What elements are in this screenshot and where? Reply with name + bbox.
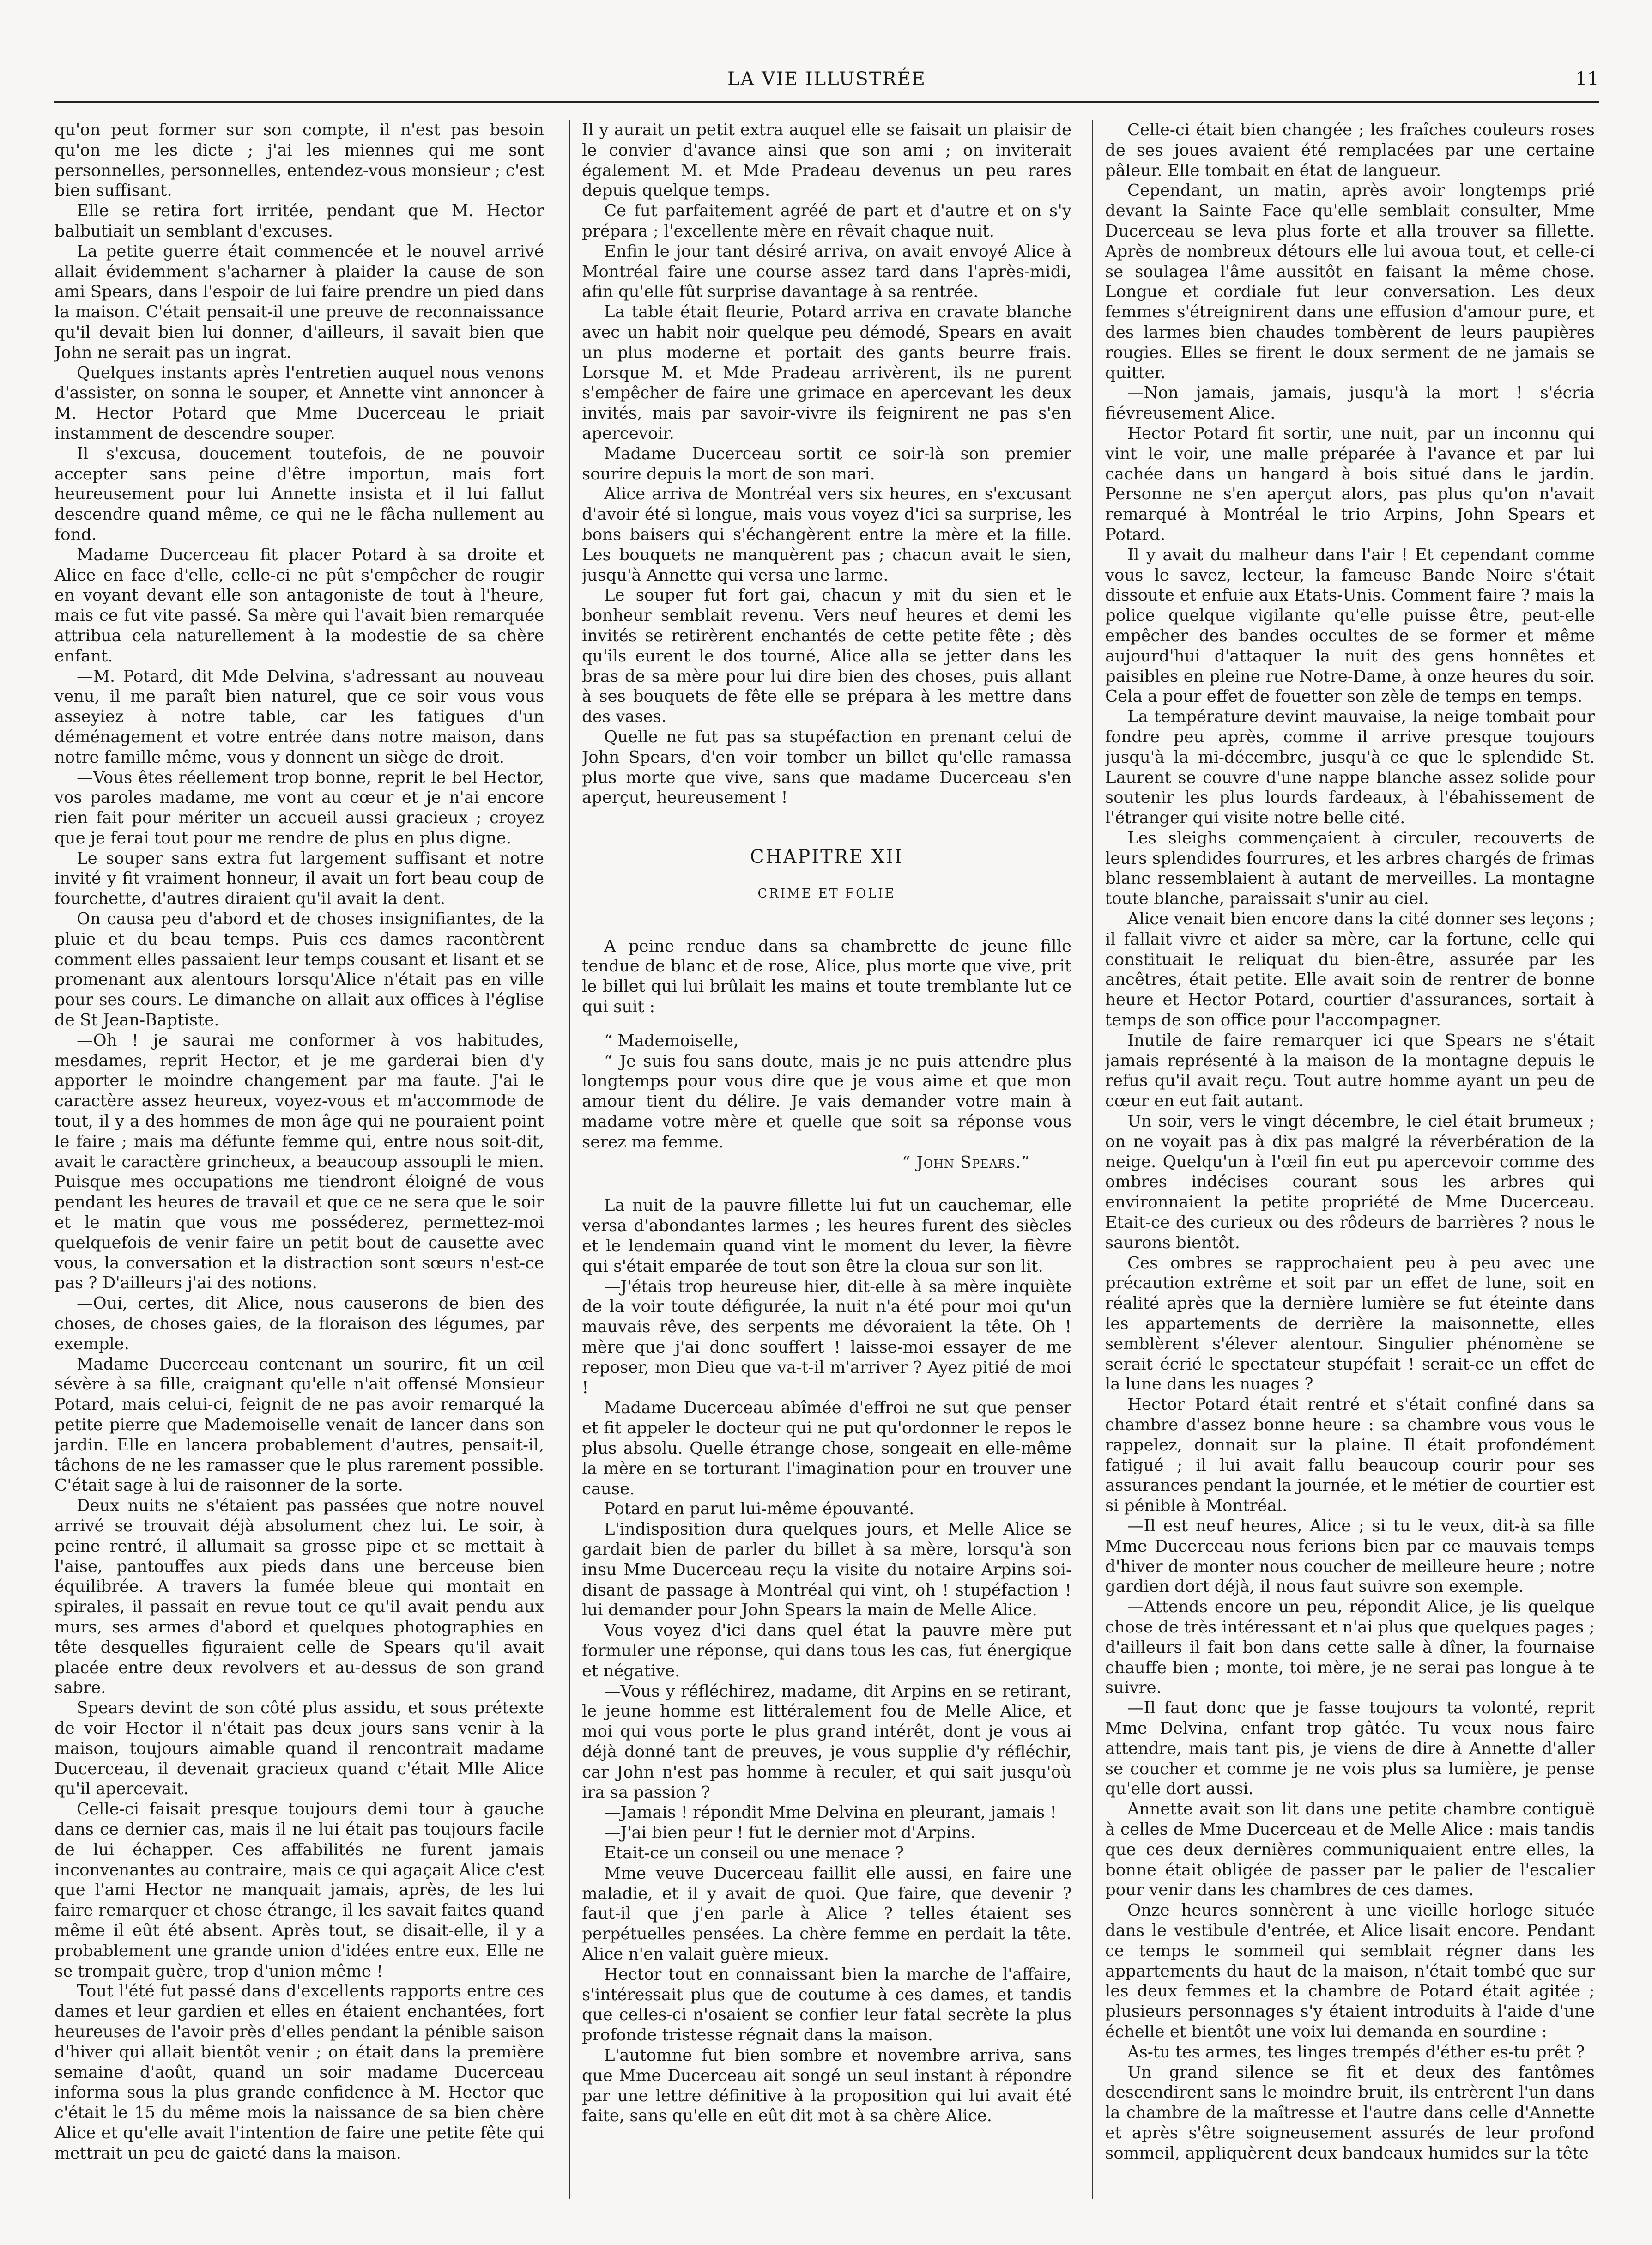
paragraph: Hector Potard fit sortir, une nuit, par un inconnu qui vint le voir, une malle préparée à l'avance et par lui cachée dans un hangard à bois situé dans le jardin. Personne ne s'en aperçut alors, pas plus qu'on n'avait remarqué à Montréal le trio Arpins, John Spears et Potard. bbox=[1105, 424, 1595, 544]
paragraph: As-tu tes armes, tes linges trempés d'éther es-tu prêt ? bbox=[1127, 2042, 1585, 2062]
paragraph: Il s'excusa, doucement toutefois, de ne pouvoir accepter sans peine d'être importun, mais fort heureusement pour lui Annette insista et il lui fallut descendre quand même, ce qui ne le fâcha nullement au fond. bbox=[54, 444, 544, 544]
paragraph: Quelques instants après l'entretien auquel nous venons d'assister, on sonna le souper, et Annette vint annoncer à M. Hector Potard que Mme Ducerceau le priait instamment de descendre souper. bbox=[54, 363, 544, 443]
paragraph: Alice venait bien encore dans la cité donner ses leçons ; il fallait vivre et aider sa mère, car la fortune, celle qui constituait le reliquat du bien-être, assurée par les ancêtres, était petite. Elle avait soin de rentrer de bonne heure et Hector Potard, courtier d'assurances, sortait à temps de son office pour l'accompagner. bbox=[1105, 910, 1595, 1030]
paragraph: —Non jamais, jamais, jusqu'à la mort ! s'écria fiévreusement Alice. bbox=[1105, 383, 1595, 423]
paragraph: Hector tout en connaissant bien la marche de l'affaire, s'intéressait plus que de coutume à ces dames, et tandis que celles-ci n'osaient se confier leur fatal secrète la plus profonde tristesse régnait dans la maison. bbox=[582, 1965, 1071, 2045]
page-number: 11 bbox=[1575, 68, 1599, 90]
paragraph: Le souper sans extra fut largement suffisant et notre invité y fit vraiment honneur, il avait un fort beau coup de fourchette, d'autres diraient qu'il avait la dent. bbox=[54, 849, 544, 909]
paragraph: —Vous y réfléchirez, madame, dit Arpins en se retirant, le jeune homme est littéralement fou de Melle Alice, et moi qui vous porte le plus grand intérêt, dont je vous ai déjà donné tant de preuves, je vous supplie d'y réfléchir, car John n'est pas homme à reculer, et qui sait jusqu'où ira sa passion ? bbox=[582, 1681, 1071, 1802]
paragraph: Alice arriva de Montréal vers six heures, en s'excusant d'avoir été si longue, mais vous voyez d'ici sa surprise, les bons baisers qui s'échangèrent entre la mère et la fille. Les bouquets ne manquèrent pas ; chacun avait le sien, jusqu'à Annette qui versa une larme. bbox=[582, 485, 1071, 585]
page-header bbox=[54, 68, 1599, 103]
letter-signature: “ John Spears.” bbox=[902, 1153, 1030, 1172]
paragraph: Onze heures sonnèrent à une vieille horloge située dans le vestibule d'entrée, et Alice lisait encore. Pendant ce temps le sommeil qui semblait régner dans les appartements du haut de la maison, n'était tombé que sur les deux femmes et la chambre de Potard était agitée ; plusieurs personnages s'y étaient introduits à l'aide d'une échelle et bientôt une voix lui demanda en sourdine : bbox=[1105, 1901, 1595, 2041]
paragraph: Etait-ce un conseil ou une menace ? bbox=[604, 1843, 904, 1863]
paragraph: Hector Potard était rentré et s'était confiné dans sa chambre d'assez bonne heure : sa chambre vous vous le rappelez, donnait sur la plaine. Il était profondément fatigué ; il lui avait fallu beaucoup courir pour ses assurances pendant la journée, et le métier de courtier est si pénible à Montréal. bbox=[1105, 1395, 1595, 1516]
paragraph: —Vous êtes réellement trop bonne, reprit le bel Hector, vos paroles madame, me vont au cœur et je n'ai encore rien fait pour mériter un accueil aussi gracieux ; croyez que je ferai tout pour me rendre de plus en plus digne. bbox=[54, 768, 544, 848]
paragraph: La température devint mauvaise, la neige tombait pour fondre peu après, comme il arrive presque toujours jusqu'à la mi-décembre, jusqu'à ce que le splendide St. Laurent se couvre d'une nappe blanche assez solide pour soutenir les plus lourds fardeaux, à l'ébahissement de l'étranger qui visite notre belle cité. bbox=[1105, 707, 1595, 828]
paragraph: Vous voyez d'ici dans quel état la pauvre mère put formuler une réponse, qui dans tous les cas, fut énergique et négative. bbox=[582, 1621, 1071, 1681]
paragraph: La nuit de la pauvre fillette lui fut un cauchemar, elle versa d'abondantes larmes ; les heures furent des siècles et le lendemain quand vint le moment du lever, la fièvre qui s'était emparée de tout son être la cloua sur son lit. bbox=[582, 1196, 1071, 1276]
paragraph: Deux nuits ne s'étaient pas passées que notre nouvel arrivé se trouvait déjà absolument chez lui. Le soir, à peine rentré, il allumait sa grosse pipe et se mettait à l'aise, pantouffes aux pieds dans une berceuse bien équilibrée. A travers la fumée bleue qui montait en spirales, il passait en revue tout ce qu'il avait pendu aux murs, ses armes d'abord et quelques photographies en tête desquelles figuraient celle de Spears qu'il avait placée entre deux revolvers et au-dessus de son grand sabre. bbox=[54, 1496, 544, 1698]
paragraph: —Jamais ! répondit Mme Delvina en pleurant, jamais ! bbox=[604, 1803, 1057, 1822]
paragraph: Spears devint de son côté plus assidu, et sous prétexte de voir Hector il n'était pas deux jours sans venir à la maison, toujours aimable quand il rencontrait madame Ducerceau, il devenait gracieux quand c'était Mlle Alice qu'il apercevait. bbox=[54, 1699, 544, 1799]
paragraph: Quelle ne fut pas sa stupéfaction en prenant celui de John Spears, d'en voir tomber un billet qu'elle ramassa plus morte que vive, sans que madame Ducerceau s'en aperçut, heureusement ! bbox=[582, 727, 1071, 807]
paragraph: Madame Ducerceau fit placer Potard à sa droite et Alice en face d'elle, celle-ci ne pût s'empêcher de rougir en voyant devant elle son antagoniste de tout à l'heure, mais ce fut vite passé. Sa mère qui l'avait bien remarquée attribua cela naturellement à la modestie de sa chère enfant. bbox=[54, 545, 544, 666]
paragraph: Un soir, vers le vingt décembre, le ciel était brumeux ; on ne voyait pas à dix pas malgré la réverbération de la neige. Quelqu'un à l'œil fin eut pu apercevoir comme des ombres indécises courant sous les arbres qui environnaient la petite propriété de Mme Ducerceau. Etait-ce des curieux ou des rôdeurs de barrières ? nous le saurons bientôt. bbox=[1105, 1112, 1595, 1252]
paragraph: Mme veuve Ducerceau faillit elle aussi, en faire une maladie, et il y avait de quoi. Que faire, que devenir ? faut-il que j'en parle à Alice ? telles étaient ses perpétuelles pensées. La chère femme en perdait la tête. Alice n'en valait guère mieux. bbox=[582, 1863, 1071, 1964]
paragraph: Celle-ci était bien changée ; les fraîches couleurs roses de ses joues avaient été remplacées par une certaine pâleur. Elle tombait en état de langueur. bbox=[1105, 121, 1595, 180]
text-column-1 bbox=[54, 120, 544, 2199]
paragraph: La table était fleurie, Potard arriva en cravate blanche avec un habit noir quelque peu démodé, Spears en avait un plus moderne et portait des gants beurre frais. Lorsque M. et Mde Pradeau arrivèrent, ils ne purent s'empêcher de faire une grimace en apercevant les deux invités, mais par savoir-vivre ils feignirent ne pas s'en apercevoir. bbox=[582, 303, 1071, 443]
paragraph: —Oui, certes, dit Alice, nous causerons de bien des choses, de choses gaies, de la floraison des légumes, par exemple. bbox=[54, 1294, 544, 1353]
paragraph: —M. Potard, dit Mde Delvina, s'adressant au nouveau venu, il me paraît bien naturel, que ce soir vous vous asseyiez à notre table, car les fatigues d'un déménagement et votre entrée dans notre maison, dans notre famille même, vous y donnent un siège de droit. bbox=[54, 667, 544, 767]
paragraph: —J'ai bien peur ! fut le dernier mot d'Arpins. bbox=[604, 1823, 976, 1843]
paragraph: La petite guerre était commencée et le nouvel arrivé allait évidemment s'acharner à plaider la cause de son ami Spears, dans l'espoir de lui faire prendre un pied dans la maison. C'était pensait-il une preuve de reconnaissance qu'il devait bien lui donner, d'ailleurs, il savait bien que John ne serait pas un ingrat. bbox=[54, 242, 544, 362]
text-column-3 bbox=[1105, 120, 1595, 2199]
paragraph: Le souper fut fort gai, chacun y mit du sien et le bonheur semblait revenu. Vers neuf heures et demi les invités se retirèrent enchantés de cette petite fête ; dès qu'ils eurent le dos tourné, Alice alla se jetter dans les bras de sa mère pour lui dire bien des choses, puis allant à ses bouquets de fête elle se prépara à les mettre dans des vases. bbox=[582, 586, 1071, 727]
paragraph: Enfin le jour tant désiré arriva, on avait envoyé Alice à Montréal faire une course assez tard dans l'après-midi, afin qu'elle fût surprise davantage à sa rentrée. bbox=[582, 242, 1071, 302]
paragraph: Elle se retira fort irritée, pendant que M. Hector balbutiait un semblant d'excuses. bbox=[54, 201, 544, 241]
paragraph: L'indisposition dura quelques jours, et Melle Alice se gardait bien de parler du billet à sa mère, lorsqu'à son insu Mme Ducerceau reçu la visite du notaire Arpins soi-disant de passage à Montréal qui vint, oh ! stupéfaction ! lui demander pour John Spears la main de Melle Alice. bbox=[582, 1520, 1071, 1620]
paragraph: Tout l'été fut passé dans d'excellents rapports entre ces dames et leur gardien et elles en étaient enchantées, fort heureuses de l'avoir près d'elles pendant la pénible saison d'hiver qui allait bientôt venir ; on était dans la première semaine d'août, quand un soir madame Ducerceau informa sous la plus grande confidence à M. Hector que c'était le 15 du même mois la naissance de sa bien chère Alice et qu'elle avait l'intention de faire une petite fête qui mettrait un peu de gaieté dans la maison. bbox=[54, 1982, 544, 2163]
running-title: LA VIE ILLUSTRÉE bbox=[727, 68, 926, 90]
paragraph: Il y aurait un petit extra auquel elle se faisait un plaisir de le convier d'avance ainsi que son ami ; on inviterait également M. et Mde Pradeau devenus un peu rares depuis quelque temps. bbox=[582, 121, 1071, 200]
paragraph: L'automne fut bien sombre et novembre arriva, sans que Mme Ducerceau ait songé un seul instant à répondre par une lettre définitive à la proposition qui lui avait été faite, sans qu'elle en eût dit mot à sa chère Alice. bbox=[582, 2045, 1071, 2126]
letter-body: “ Je suis fou sans doute, mais je ne puis attendre plus longtemps pour vous dire que je vous aime et que mon amour tient du délire. Je vais demander votre main à madame votre mère et quelle que soit sa réponse vous serez ma femme. bbox=[582, 1051, 1071, 1152]
paragraph: —Il est neuf heures, Alice ; si tu le veux, dit-à sa fille Mme Ducerceau nous ferions bien par ce mauvais temps d'hiver de monter nous coucher de meilleure heure ; notre gardien dort déjà, il nous faut suivre son exemple. bbox=[1105, 1516, 1595, 1596]
paragraph: Ce fut parfaitement agréé de part et d'autre et on s'y prépara ; l'excellente mère en rêvait chaque nuit. bbox=[582, 201, 1071, 241]
text-column-2 bbox=[582, 120, 1071, 2199]
paragraph: —J'étais trop heureuse hier, dit-elle à sa mère inquiète de la voir toute défigurée, la nuit n'a été pour moi qu'un mauvais rêve, des serpents me dévoraient la tête. Oh ! mère que j'ai donc souffert ! laisse-moi essayer de me reposer, mon Dieu que va-t-il m'arriver ? Ayez pitié de moi ! bbox=[582, 1277, 1071, 1397]
paragraph: —Oh ! je saurai me conformer à vos habitudes, mesdames, reprit Hector, et je me garderai bien d'y apporter le moindre changement par ma faute. J'ai le caractère assez heureux, voyez-vous et m'accommode de tout, il y a des hommes de mon âge qui ne pouraient point le faire ; mais ma défunte femme qui, entre nous soit-dit, avait le caractère grincheux, a beaucoup assoupli le mien. Puisque mes occupations me tiendront éloigné de vous pendant les heures de travail et que ce ne sera que le soir et le matin que vous me posséderez, permettez-moi quelquefois de venir faire un petit bout de causette avec vous, la conversation et la distraction sont sœurs n'est-ce pas ? D'ailleurs j'ai des notions. bbox=[54, 1031, 544, 1293]
column-divider-1 bbox=[569, 120, 570, 2199]
paragraph: —Attends encore un peu, répondit Alice, je lis quelque chose de très intéressant et n'ai plus que quelques pages ; d'ailleurs il fait bon dans cette salle à dîner, la fournaise chauffe bien ; monte, toi mère, je ne serai pas longue à te suivre. bbox=[1105, 1597, 1595, 1698]
paragraph: —Il faut donc que je fasse toujours ta volonté, reprit Mme Delvina, enfant trop gâtée. Tu veux nous faire attendre, mais tant pis, je viens de dire à Annette d'aller se coucher et comme je ne vois plus sa lumière, je pense qu'elle dort aussi. bbox=[1105, 1699, 1595, 1799]
letter-salutation: “ Mademoiselle, bbox=[604, 1031, 739, 1050]
paragraph: Madame Ducerceau contenant un sourire, fit un œil sévère à sa fille, craignant qu'elle n'ait offensé Monsieur Potard, mais celui-ci, feignit de ne pas avoir remarqué la petite pierre que Mademoiselle venait de lancer dans son jardin. Elle en lancera probablement d'autres, pensait-il, tâchons de ne les ramasser que le plus rarement possible. C'était sage à lui de raisonner de la sorte. bbox=[54, 1354, 544, 1495]
paragraph: Madame Ducerceau sortit ce soir-là son premier sourire depuis la mort de son mari. bbox=[582, 444, 1071, 484]
paragraph: Les sleighs commençaient à circuler, recouverts de leurs splendides fourrures, et les arbres chargés de frimas blanc ressemblaient à autant de merveilles. La montagne toute blanche, paraissait s'unir au ciel. bbox=[1105, 828, 1595, 909]
paragraph: On causa peu d'abord et de choses insignifiantes, de la pluie et du beau temps. Puis ces dames racontèrent comment elles passaient leur temps cousant et lisant et se promenant aux alentours lorsqu'Alice n'était pas en ville pour ses cours. Le dimanche on allait aux offices à l'église de St Jean-Baptiste. bbox=[54, 910, 544, 1030]
paragraph: Ces ombres se rapprochaient peu à peu avec une précaution extrême et soit par un effet de lune, soit en réalité après que la dernière lumière se fut éteinte dans les appartements de derrière la maisonnette, elles semblèrent s'élever alentour. Singulier phénomène se serait écrié le spectateur stupéfait ! serait-ce un effet de la lune dans les nuages ? bbox=[1105, 1253, 1595, 1394]
paragraph: Annette avait son lit dans une petite chambre contiguë à celles de Mme Ducerceau et de Melle Alice : mais tandis que ces deux dernières communiquaient entre elles, la bonne était obligée de passer par le palier de l'escalier pour venir dans les chambres de ces dames. bbox=[1105, 1800, 1595, 1900]
chapter-subtitle: CRIME ET FOLIE bbox=[757, 886, 896, 901]
paragraph: Celle-ci faisait presque toujours demi tour à gauche dans ce dernier cas, mais il ne lui était pas toujours facile de lui échapper. Ces affabilités ne furent jamais inconvenantes au contraire, mais ce qui agaçait Alice c'est que l'ami Hector ne manquait jamais, après, de les lui faire remarquer et chose étrange, il les savait faites quand même il eût été absent. Après tout, se disait-elle, il y a probablement une grande union d'idées entre eux. Elle ne se trompait guère, trop d'union même ! bbox=[54, 1800, 544, 1981]
paragraph: Il y avait du malheur dans l'air ! Et cependant comme vous le savez, lecteur, la fameuse Bande Noire s'était dissoute et enfuie aux Etats-Unis. Comment faire ? mais la police quelque vigilante qu'elle puisse être, peut-elle empêcher des bandes occultes de se former et même aujourd'hui d'attaquer la nuit des gens honnêtes et paisibles en pleine rue Notre-Dame, à onze heures du soir. Cela a pour effet de fouetter son zèle de temps en temps. bbox=[1105, 545, 1595, 706]
paragraph: qu'on peut former sur son compte, il n'est pas besoin qu'on me les dicte ; j'ai les miennes qui me sont personnelles, personnelles, entendez-vous monsieur ; c'est bien suffisant. bbox=[54, 121, 544, 200]
paragraph: Cependant, un matin, après avoir longtemps prié devant la Sainte Face qu'elle semblait consulter, Mme Ducerceau se leva plus forte et alla trouver sa fillette. Après de nombreux détours elle lui avoua tout, et celle-ci se soulagea l'âme aussitôt en faisant la même chose. Longue et cordiale fut leur conversation. Les deux femmes s'étreignirent dans une effusion d'amour pure, et des larmes bien chaudes tombèrent de leurs paupières rougies. Elles se firent le doux serment de ne jamais se quitter. bbox=[1105, 181, 1595, 382]
paragraph: Madame Ducerceau abîmée d'effroi ne sut que penser et fit appeler le docteur qui ne put qu'ordonner le repos le plus absolu. Quelle étrange chose, songeait en elle-même la mère en se torturant l'imagination pour en trouver une cause. bbox=[582, 1398, 1071, 1499]
chapter-title: CHAPITRE XII bbox=[750, 846, 903, 868]
column-divider-2 bbox=[1092, 120, 1093, 2199]
paragraph: A peine rendue dans sa chambrette de jeune fille tendue de blanc et de rose, Alice, plus morte que vive, prit le billet qui lui brûlait les mains et toute tremblante lut ce qui suit : bbox=[582, 936, 1071, 1017]
paragraph: Potard en parut lui-même épouvanté. bbox=[604, 1499, 914, 1519]
paragraph: Un grand silence se fit et deux des fantômes descendirent sans le moindre bruit, ils entrèrent l'un dans la chambre de la maîtresse et l'autre dans celle d'Annette et après s'être soigneusement assurés de leur profond sommeil, appliquèrent deux bandeaux humides sur la tête bbox=[1105, 2063, 1595, 2163]
paragraph: Inutile de faire remarquer ici que Spears ne s'était jamais représenté à la maison de la montagne depuis le refus qu'il avait reçu. Tout autre homme ayant un peu de cœur en eut fait autant. bbox=[1105, 1031, 1595, 1111]
